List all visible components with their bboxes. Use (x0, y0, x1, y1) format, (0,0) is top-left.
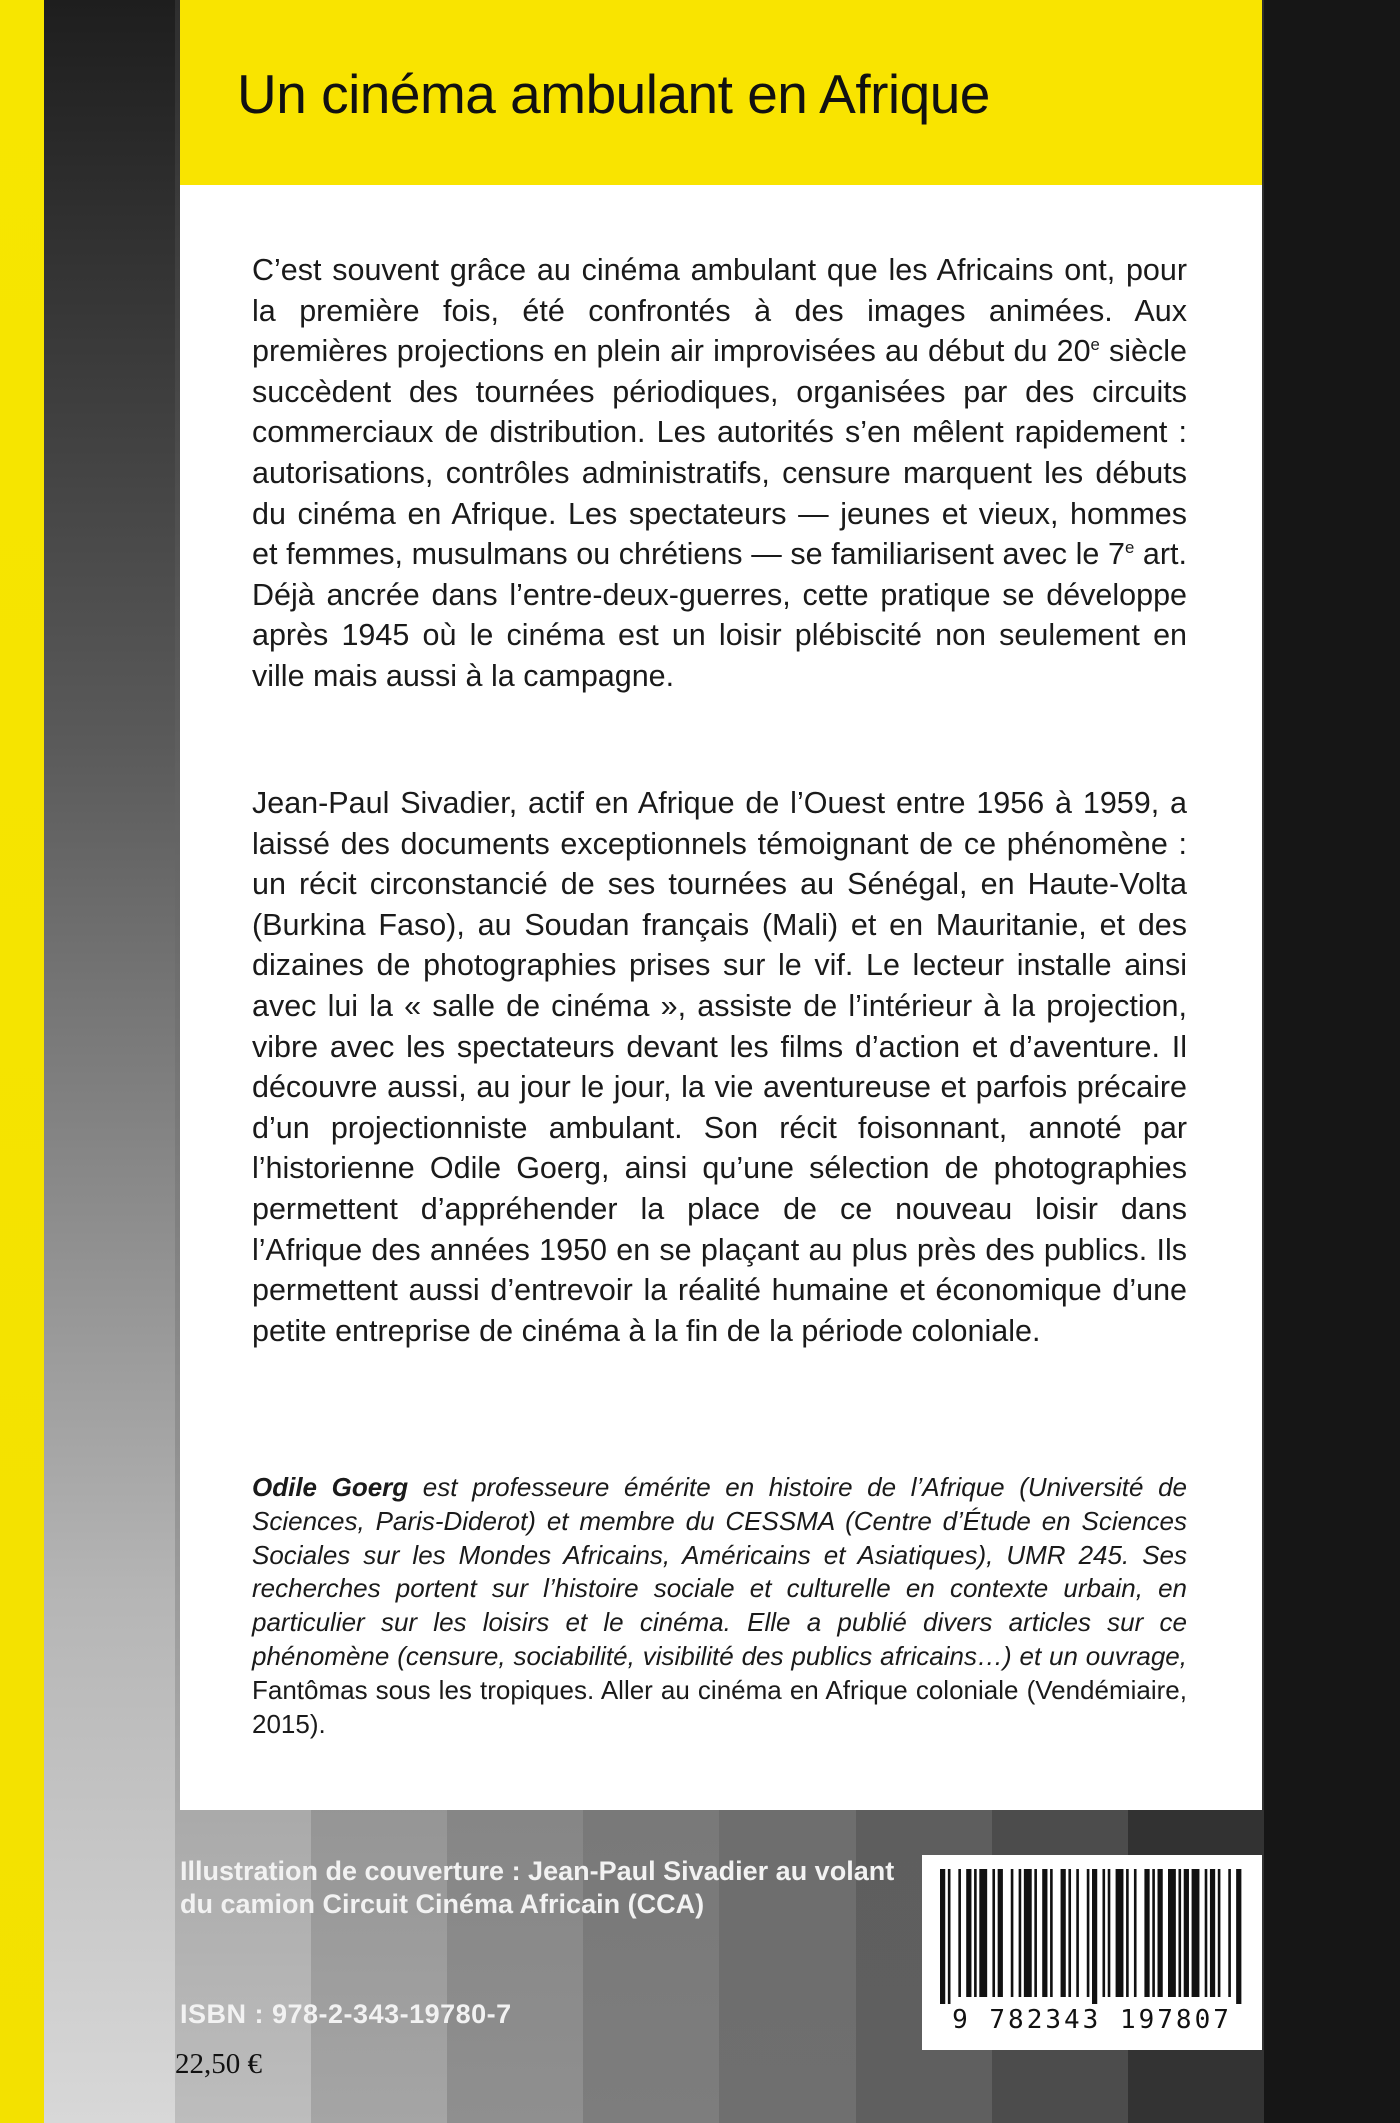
barcode-bar (1108, 1869, 1111, 1997)
p1-part-c: art. Déjà ancrée dans l’entre-deux-guerres, cette pratique se développe après 1945 où le cinéma est un loisir plébiscité non seulement en ville mais aussi à la campagne. (252, 537, 1187, 693)
barcode-bar (1144, 1869, 1149, 1997)
barcode-bar (1178, 1869, 1181, 1997)
barcode (922, 1855, 1262, 2050)
bio-text: est professeure émérite en histoire de l’Afrique (Université de Sciences, Paris-Diderot) et membre du CESSMA (Centre d’Étude en Sciences Sociales sur les Mondes Africains, Américains et Asiatiques), UMR 245. Ses recherches portent sur l’histoire sociale et culturelle en contexte urbain, en particulier sur les loisirs et le cinéma. Elle a publié divers articles sur ce phénomène (censure, sociabilité, visibilité des publics africains…) et un ouvrage, (252, 1472, 1187, 1671)
barcode-bar (1011, 1869, 1014, 1997)
barcode-bar (1126, 1869, 1129, 1997)
barcode-bar (1236, 1869, 1241, 2004)
barcode-number: 9 782343 197807 (952, 2005, 1232, 2035)
barcode-bar (979, 1869, 987, 1997)
barcode-bar (1076, 1869, 1079, 1997)
barcode-bar (1205, 1869, 1208, 1997)
barcode-bar (1116, 1869, 1124, 1997)
isbn-label: ISBN : 978-2-343-19780-7 (180, 1999, 512, 2029)
barcode-bar (1152, 1869, 1155, 1997)
barcode-bar (1042, 1869, 1047, 1997)
barcode-bar (1102, 1869, 1105, 1997)
barcode-bar (958, 1869, 961, 1997)
p1-part-a: C’est souvent grâce au cinéma ambulant que les Africains ont, pour la première fois, été confrontés à des images animées. Aux premières projections en plein air improvisées au début du 20 (252, 253, 1187, 369)
cover-illustration-credit: Illustration de couverture : Jean-Paul Sivadier au volant du camion Circuit Cinéma Africain (CCA) (180, 1856, 895, 1919)
p1-part-b: siècle succèdent des tournées périodiques, organisées par des circuits commerciaux de distribution. Les autorités s’en mêlent rapidement : autorisations, contrôles administratifs, censure marquent les débuts du cinéma en Afrique. Les spectateurs — jeunes et vieux, hommes et femmes, musulmans ou chrétiens — se familiarisent avec le 7 (252, 334, 1188, 572)
barcode-bar (1210, 1869, 1215, 1997)
barcode-bar (1158, 1869, 1163, 1997)
p1-superscript-1: e (1090, 335, 1100, 355)
author-bio (252, 1471, 1187, 1741)
barcode-bar (966, 1869, 971, 1997)
barcode-bar (948, 1869, 951, 2004)
barcode-bar (1184, 1869, 1189, 1997)
barcode-bar (1019, 1869, 1022, 1997)
barcode-bar (1024, 1869, 1032, 1997)
description-paragraph-1 (252, 250, 1187, 697)
barcode-bar (1218, 1869, 1221, 1997)
author-name: Odile Goerg (252, 1472, 409, 1502)
barcode-bar (1034, 1869, 1037, 1997)
barcode-bar (1050, 1869, 1053, 1997)
book-reference: Fantômas sous les tropiques. Aller au cinéma en Afrique coloniale (252, 1674, 1019, 1705)
barcode-bar (1168, 1869, 1176, 1997)
barcode-bar (1192, 1869, 1200, 1997)
barcode-bar (1068, 1869, 1071, 1997)
barcode-bar (1092, 1869, 1097, 2004)
description-paragraph-2: Jean-Paul Sivadier, actif en Afrique de l’Ouest entre 1956 à 1959, a laissé des documents exceptionnels témoignant de ce phénomène : un récit circonstancié de ses tournées au Sénégal, en Haute-Volta (Burkina Faso), au Soudan français (Mali) et en Mauritanie, et des dizaines de photographies prises sur le vif. Le lecteur installe ainsi avec lui la « salle de cinéma », assiste de l’intérieur à la projection, vibre avec les spectateurs devant les films d’action et d’aventure. Il découvre aussi, au jour le jour, la vie aventureuse et parfois précaire d’un projectionniste ambulant. Son récit foisonnant, annoté par l’historienne Odile Goerg, ainsi qu’une sélection de photographies permettent d’appréhender la place de ce nouveau loisir dans l’Afrique des années 1950 en se plaçant au plus près des publics. Ils permettent aussi d’entrevoir la réalité humaine et économique d’une petite entreprise de cinéma à la fin de la période coloniale. (252, 786, 1187, 1348)
barcode-bar (1228, 1869, 1231, 1997)
price-label: 22,50 € (175, 2048, 262, 2080)
barcode-bar (992, 1869, 995, 1997)
barcode-bar (1087, 1869, 1090, 1997)
bio-tail: (Vendémiaire, 2015). (252, 1674, 1187, 1739)
book-title: Un cinéma ambulant en Afrique (237, 63, 990, 125)
barcode-bars (940, 1869, 1244, 2004)
barcode-bar (1134, 1869, 1137, 1997)
p1-superscript-2: e (1124, 538, 1135, 557)
barcode-bar (940, 1869, 945, 2004)
barcode-bar (1061, 1869, 1066, 1997)
barcode-bar (974, 1869, 977, 1997)
barcode-bar (998, 1869, 1003, 1997)
